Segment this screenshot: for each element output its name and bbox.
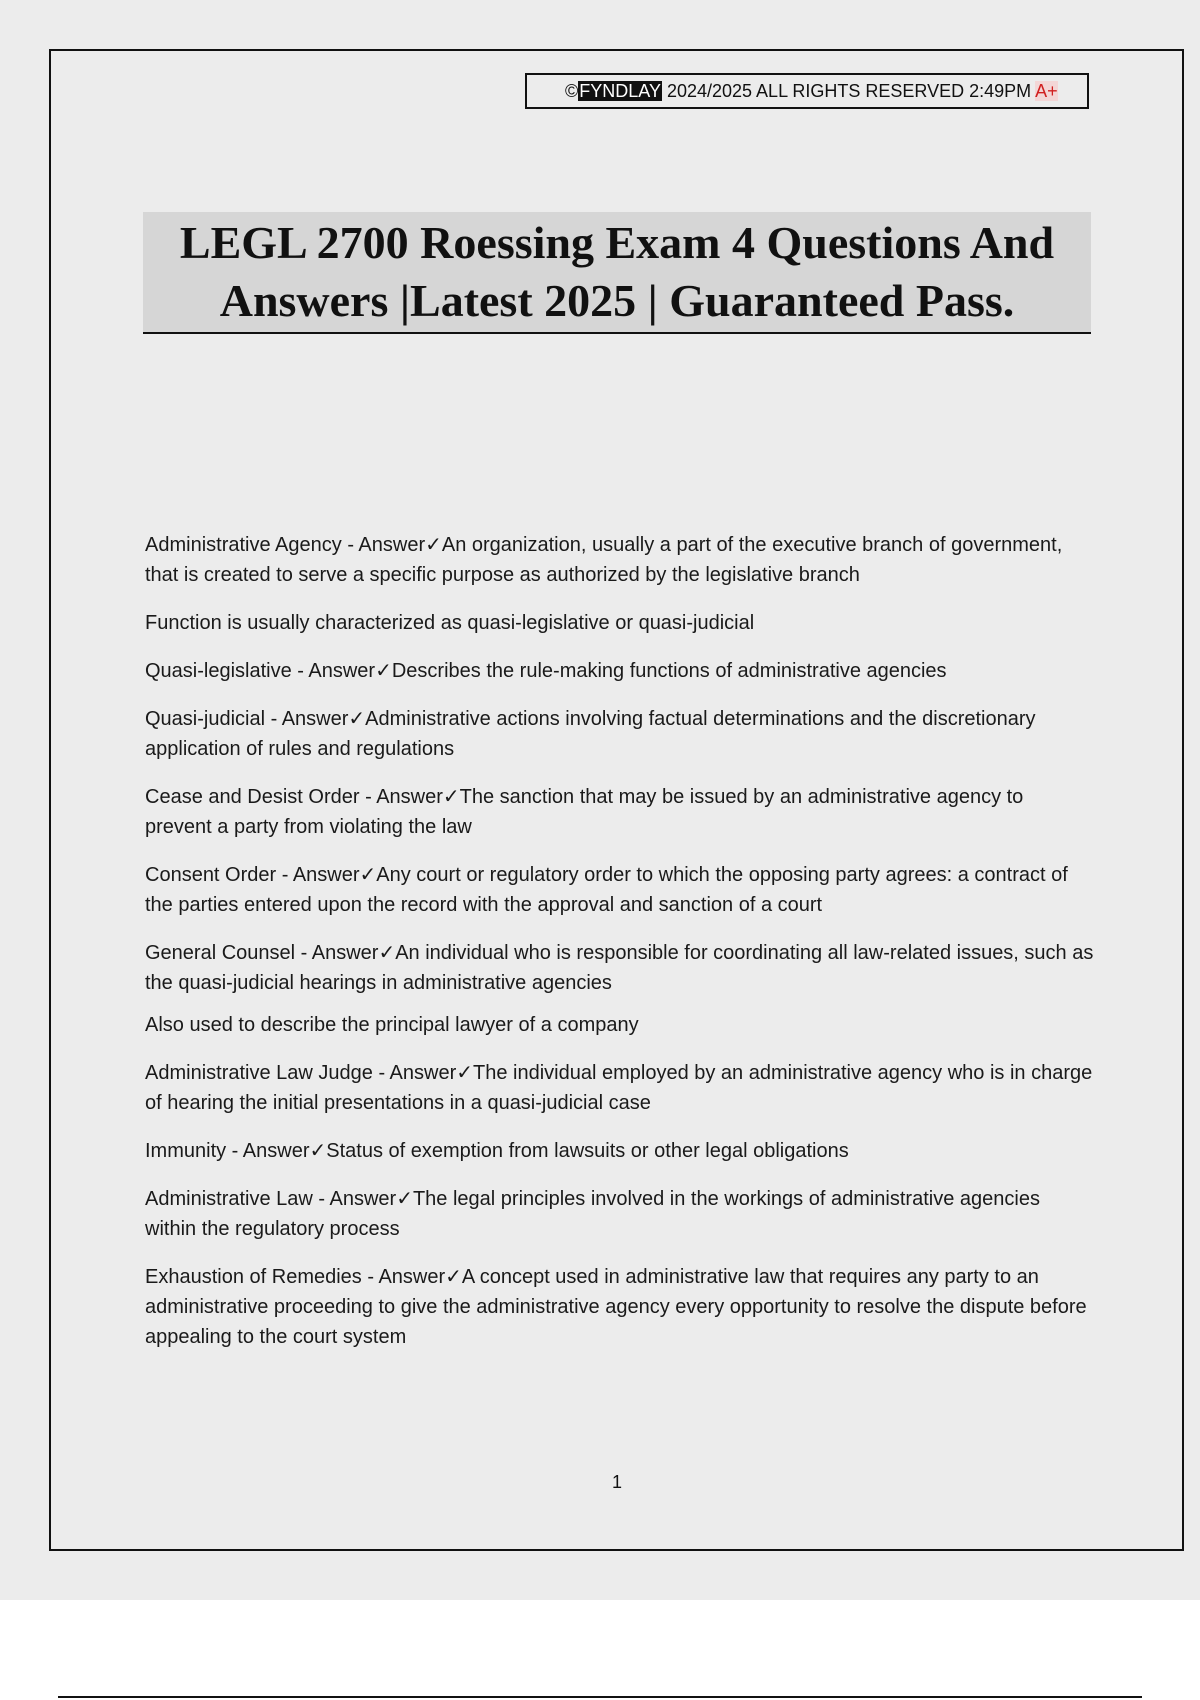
qa-entry: Exhaustion of Remedies - Answer✓A concept used in administrative law that requires any party to an administrative proceeding to give the administrative agency every opportunity to resolve the dispute before appealing to the court system (145, 1266, 1087, 1348)
qa-list (145, 530, 1095, 1370)
qa-entry: Cease and Desist Order - Answer✓The sanction that may be issued by an administrative agency to prevent a party from violating the law (145, 786, 1024, 838)
qa-entry: Quasi-legislative - Answer✓Describes the rule-making functions of administrative agencies (145, 660, 947, 682)
qa-entry: Consent Order - Answer✓Any court or regulatory order to which the opposing party agrees: a contract of the parties entered upon the record with the approval and sanction of a court (145, 864, 1068, 916)
copyright-text: 2024/2025 ALL RIGHTS RESERVED 2:49PM (661, 81, 1036, 101)
next-page-divider (58, 1696, 1142, 1698)
qa-entry: Also used to describe the principal lawyer of a company (145, 1014, 639, 1036)
qa-entry: Administrative Agency - Answer✓An organization, usually a part of the executive branch of government, that is created to serve a specific purpose as authorized by the legislative branch (145, 534, 1063, 586)
title-line-1: LEGL 2700 Roessing Exam 4 Questions And (179, 217, 1055, 268)
title-line-2: Answers |Latest 2025 | Guaranteed Pass. (219, 275, 1015, 326)
copyright-notice (525, 73, 1089, 109)
copyright-owner: FYNDLAY (579, 81, 661, 101)
page-number: 1 (611, 1472, 622, 1492)
qa-entry: Function is usually characterized as quasi-legislative or quasi-judicial (145, 612, 755, 634)
copyright-symbol: © (565, 81, 579, 101)
qa-entry: Immunity - Answer✓Status of exemption from lawsuits or other legal obligations (145, 1140, 849, 1162)
qa-entry: Quasi-judicial - Answer✓Administrative actions involving factual determinations and the discretionary application of rules and regulations (145, 708, 1036, 760)
qa-entry: General Counsel - Answer✓An individual who is responsible for coordinating all law-related issues, such as the quasi-judicial hearings in administrative agencies (145, 942, 1094, 994)
document-title (143, 212, 1091, 334)
grade-badge: A+ (1035, 81, 1058, 101)
qa-entry: Administrative Law - Answer✓The legal principles involved in the workings of administrative agencies within the regulatory process (145, 1188, 1040, 1240)
qa-entry: Administrative Law Judge - Answer✓The individual employed by an administrative agency who is in charge of hearing the initial presentations in a quasi-judicial case (145, 1062, 1093, 1114)
